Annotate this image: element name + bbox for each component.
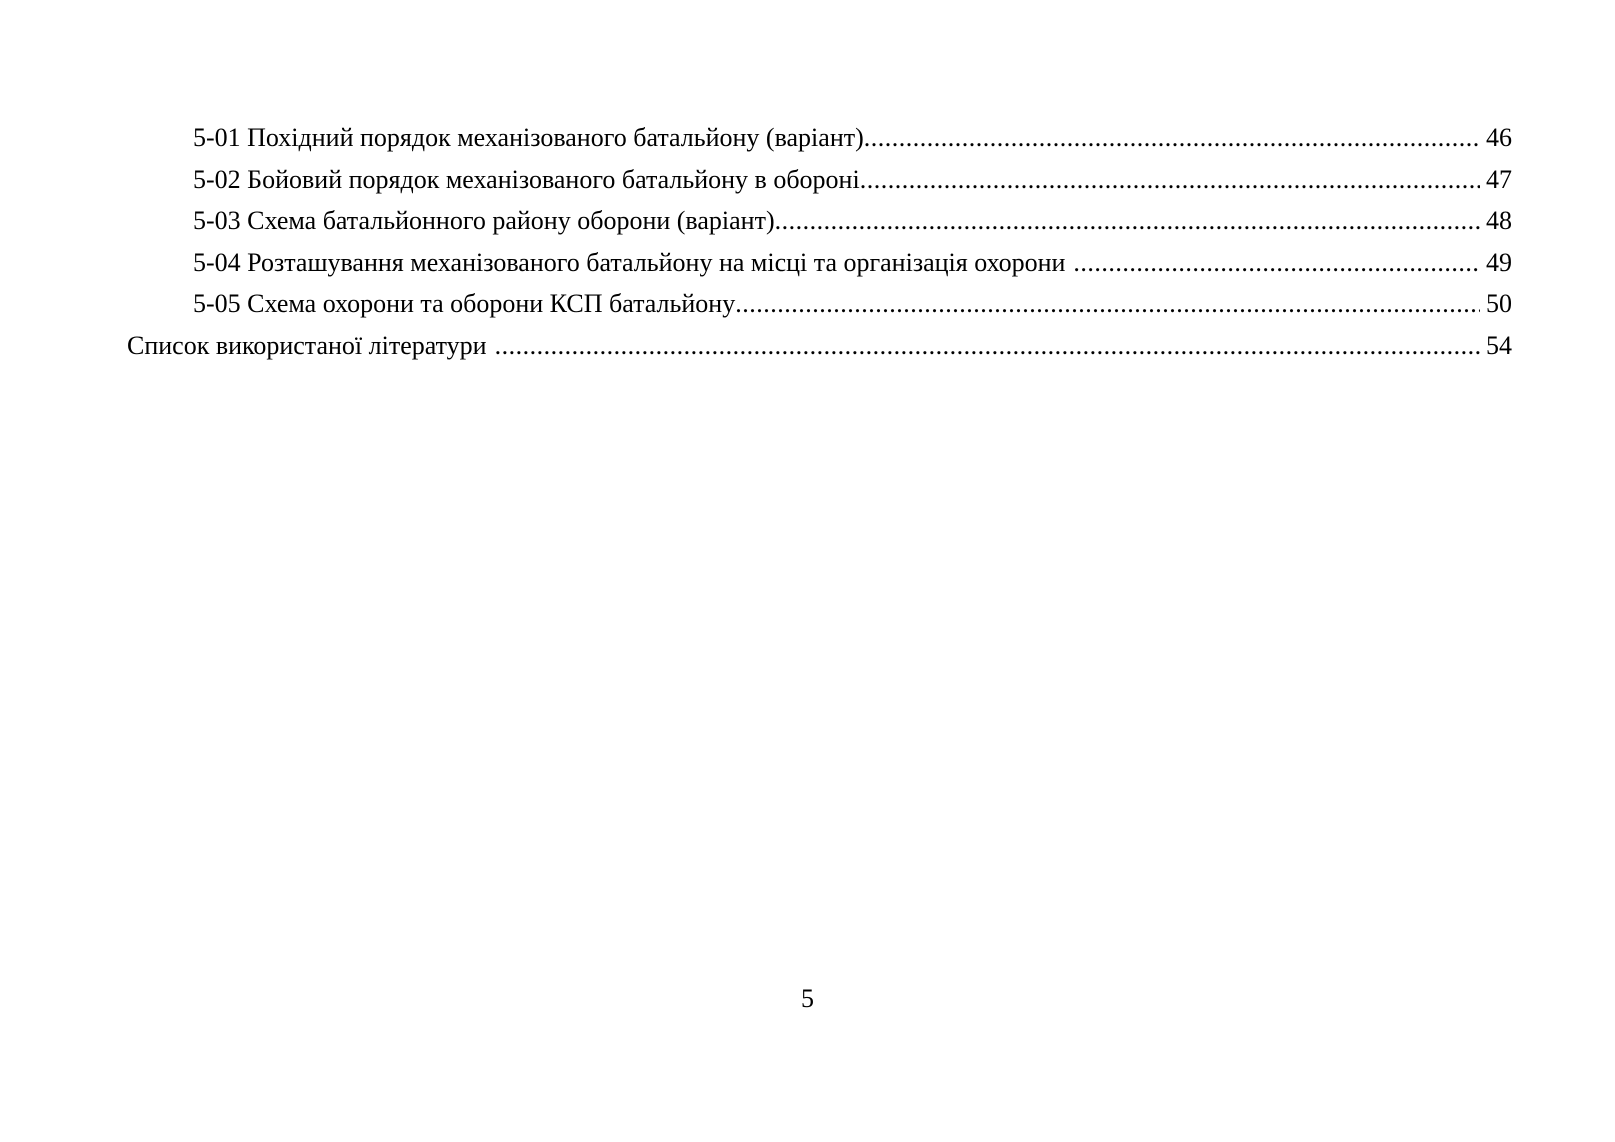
toc-entry-label: 5-05 Схема охорони та оборони КСП батальйону [193, 289, 736, 318]
dot-leader [1065, 242, 1480, 284]
dot-leader [487, 325, 1480, 367]
toc-entry [127, 242, 1512, 284]
toc-entry [127, 200, 1512, 242]
toc-entry [127, 283, 1512, 325]
toc-entry-label: Список використаної літератури [127, 330, 487, 360]
toc-entry-label: 5-02 Бойовий порядок механізованого батальйону в обороні [193, 164, 860, 194]
toc-entry-page-number: 47 [1486, 164, 1512, 194]
page-number: 5 [801, 984, 814, 1013]
dot-leader [864, 117, 1480, 159]
toc-entry-page-number: 49 [1486, 247, 1512, 277]
toc-entry [127, 325, 1512, 367]
toc-entry-page-number: 46 [1486, 123, 1512, 152]
toc-entry-page-number: 48 [1486, 206, 1512, 235]
table-of-contents [127, 117, 1512, 366]
toc-entry-page-number: 50 [1486, 289, 1512, 318]
dot-leader [735, 283, 1480, 325]
toc-entry-page-number: 54 [1486, 330, 1512, 360]
toc-entry [127, 159, 1512, 201]
toc-entry-label: 5-03 Схема батальйонного району оборони (варіант) [193, 206, 775, 235]
toc-entry-label: 5-01 Похідний порядок механізованого батальйону (варіант) [193, 123, 864, 152]
toc-entry [127, 117, 1512, 159]
dot-leader [860, 159, 1480, 201]
dot-leader [775, 200, 1480, 242]
toc-entry-label: 5-04 Розташування механізованого батальйону на місці та організація охорони [193, 247, 1066, 277]
